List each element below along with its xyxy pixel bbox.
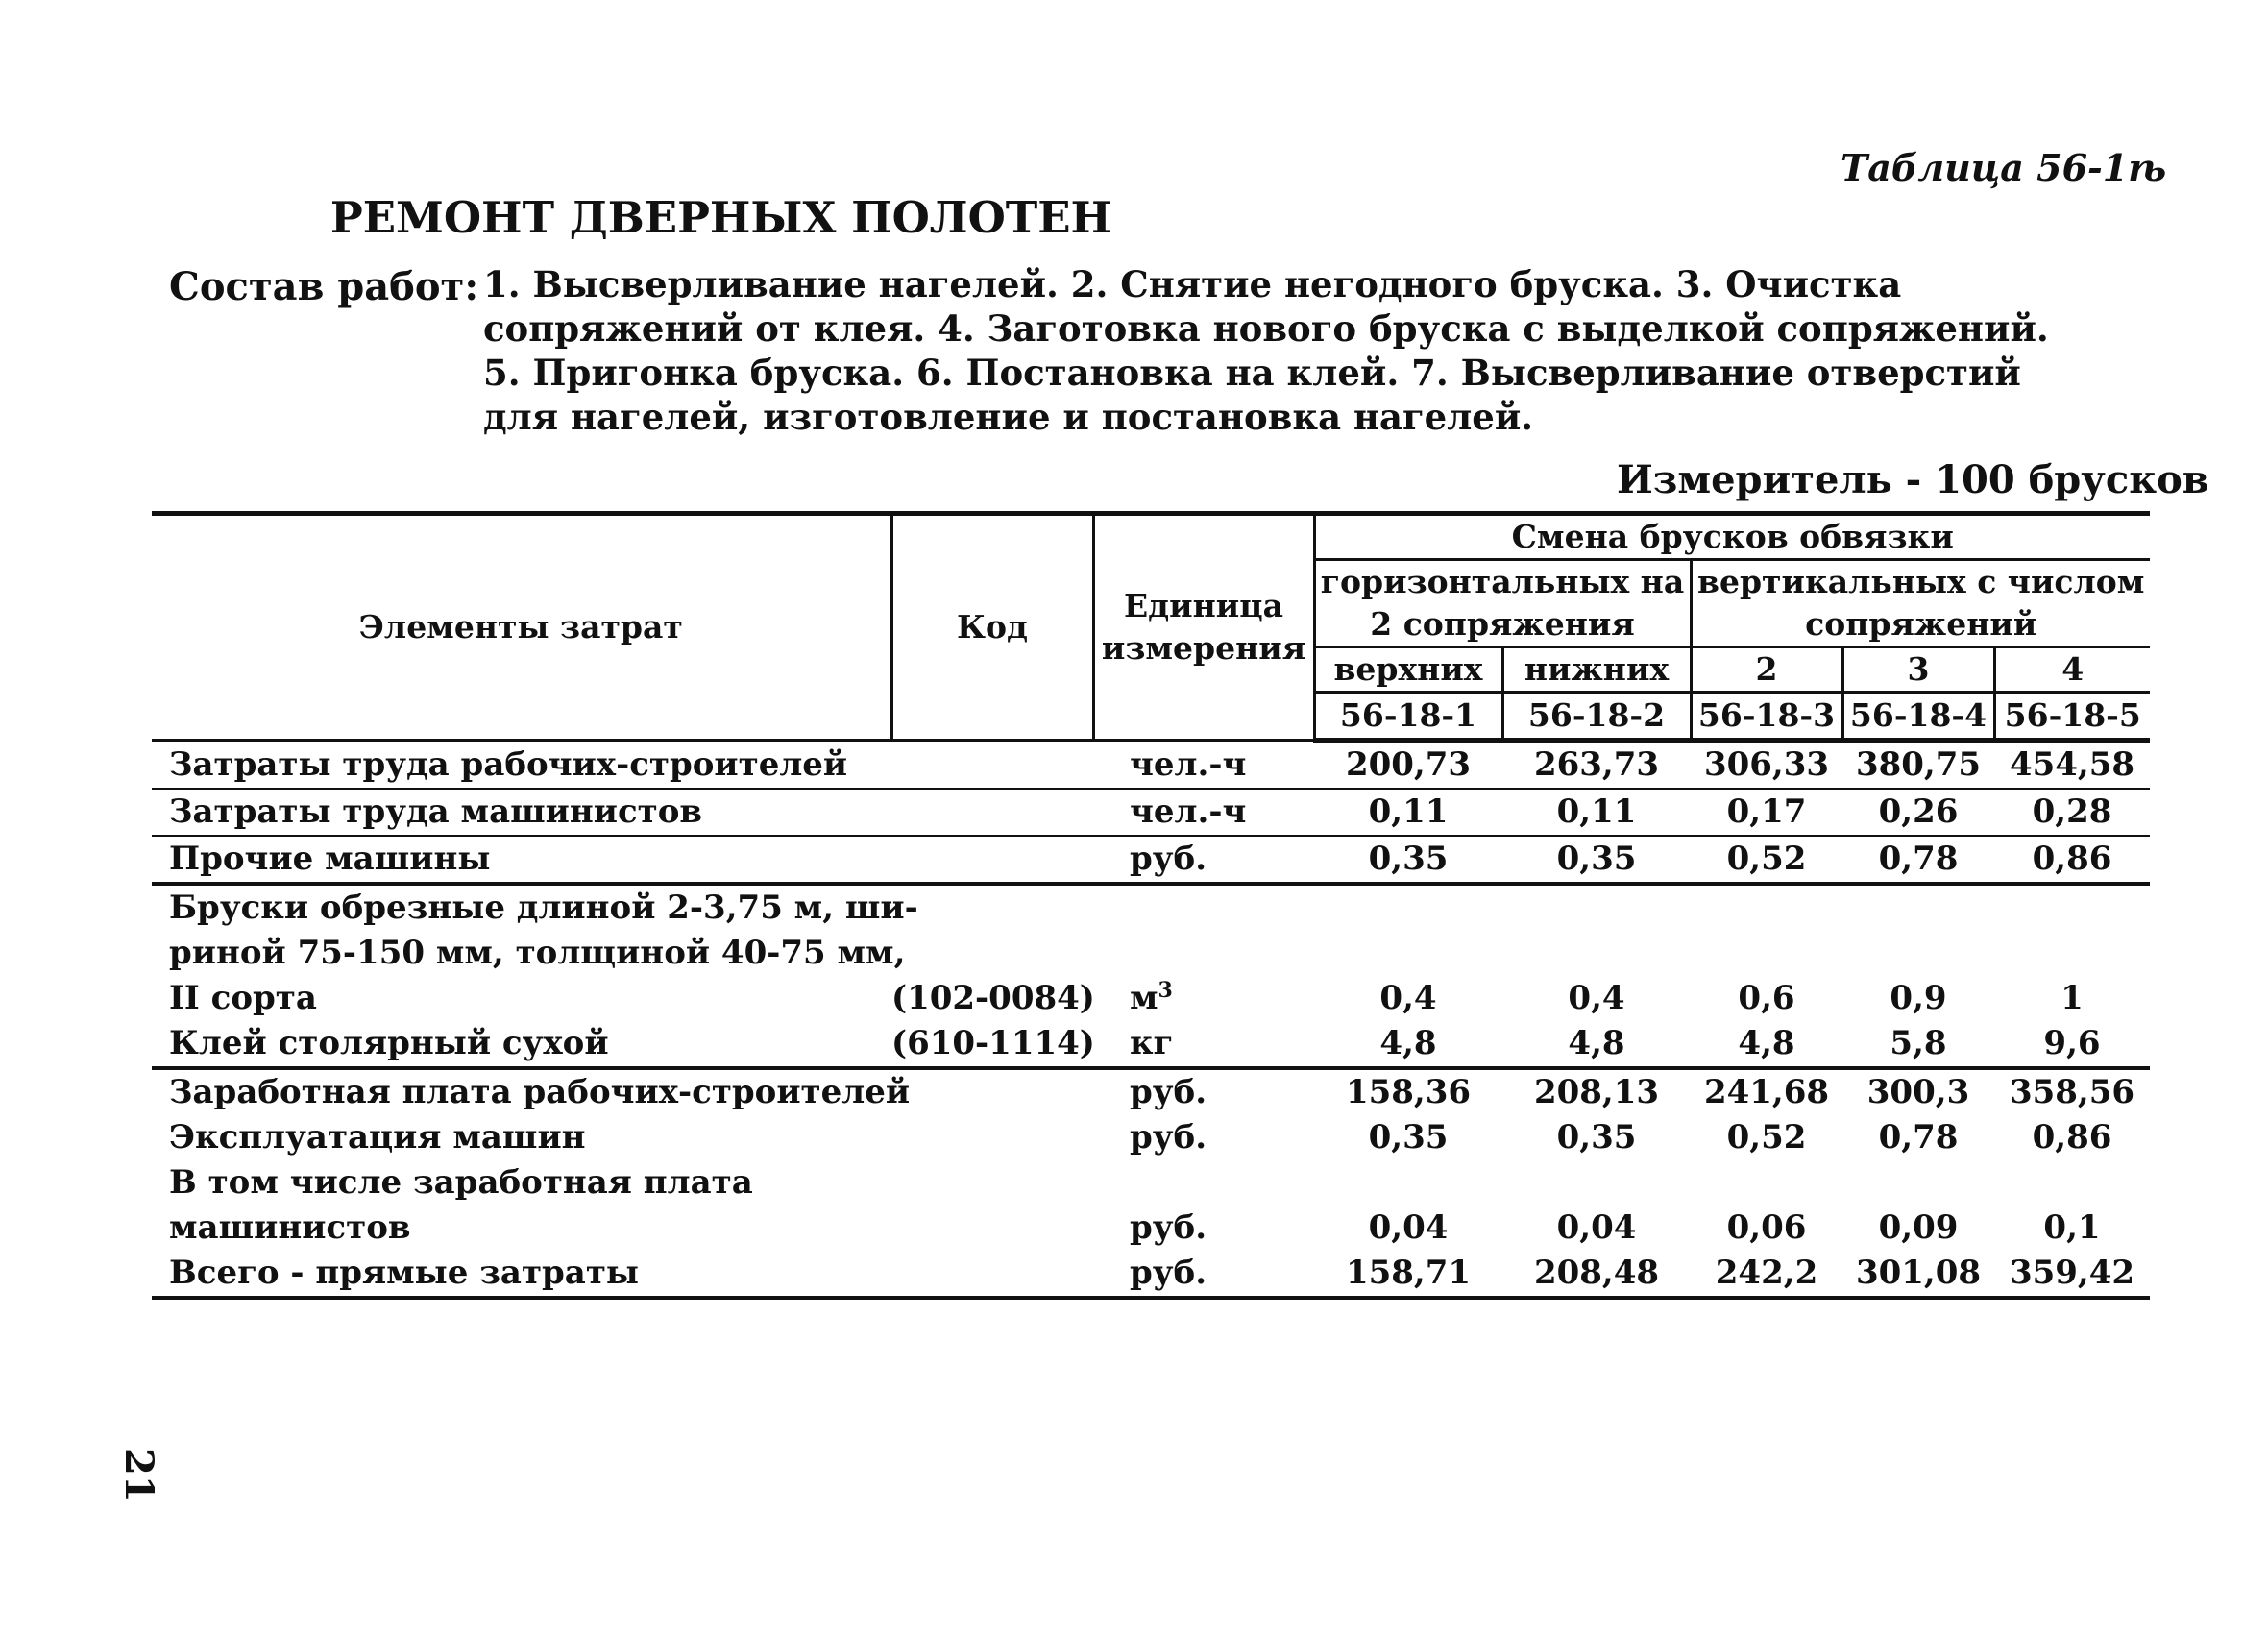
row-value: 359,42 [1994, 1251, 2150, 1298]
row-value: 241,68 [1703, 1073, 1830, 1111]
row-value: 306,33 [1691, 741, 1842, 790]
row-value: 0,52 [1726, 1118, 1807, 1157]
header-n3: 3 [1842, 647, 1994, 693]
row-value: 5,8 [1842, 1021, 1994, 1068]
row-name: Затраты труда рабочих-строителей [152, 741, 891, 790]
row-value: 0,4 [1568, 979, 1625, 1017]
row-name: Клей столярный сухой [152, 1021, 891, 1068]
table-header [152, 514, 2150, 741]
row-code [891, 789, 1093, 836]
row-unit: руб. [1130, 1073, 1207, 1111]
table-row [152, 789, 2150, 836]
row-code [891, 1115, 1093, 1160]
table-row [152, 884, 2150, 931]
header-code-3: 56-18-3 [1691, 693, 1842, 741]
scope-of-work-label: Состав работ: [169, 264, 479, 309]
row-value: 0,78 [1878, 1118, 1959, 1157]
row-code [891, 1206, 1093, 1251]
header-bottom: нижних [1502, 647, 1691, 693]
header-code-5: 56-18-5 [1994, 693, 2150, 741]
header-vertical: вертикальных с числом сопряжений [1691, 560, 2150, 647]
table-row [152, 1251, 2150, 1298]
unit-superscript: 3 [1158, 978, 1173, 1003]
cost-norms-table [152, 511, 2150, 1300]
row-value: 208,48 [1502, 1251, 1691, 1298]
scope-of-work-text: 1. Высверливание нагелей. 2. Снятие негодного бруска. 3. Очистка сопряжений от клея. 4. Заготовка нового бруска с выделкой сопряжений. 5. Пригонка бруска. 6. Постановка на клей. 7. Высверливание отверстий для нагелей, изготовление и постановка нагелей. [483, 263, 2049, 438]
row-value: 0,06 [1726, 1208, 1807, 1247]
row-value: 0,35 [1314, 836, 1502, 884]
table-row [152, 741, 2150, 790]
row-unit: кг [1093, 1021, 1314, 1068]
row-code: (610-1114) [891, 1021, 1093, 1068]
header-code-4: 56-18-4 [1842, 693, 1994, 741]
row-code [891, 1251, 1093, 1298]
header-code-1: 56-18-1 [1314, 693, 1502, 741]
row-value: 0,17 [1691, 789, 1842, 836]
row-value: 0,11 [1502, 789, 1691, 836]
header-horizontal: горизонтальных на 2 сопряжения [1314, 560, 1691, 647]
row-value: 4,8 [1314, 1021, 1502, 1068]
row-name-line: II сорта [169, 979, 317, 1017]
table-row [152, 1115, 2150, 1160]
page-number: 21 [116, 1449, 161, 1502]
row-unit [1093, 976, 1314, 1021]
row-unit: руб. [1093, 1251, 1314, 1298]
row-unit: руб. [1130, 1118, 1207, 1157]
row-value: 1 [2061, 979, 2084, 1017]
row-name: Эксплуатация машин [169, 1118, 586, 1157]
row-value: 0,04 [1368, 1208, 1449, 1247]
row-value: 208,13 [1533, 1073, 1660, 1111]
row-value: 263,73 [1502, 741, 1691, 790]
header-code: Код [891, 514, 1093, 741]
row-value: 454,58 [1994, 741, 2150, 790]
row-value: 158,36 [1345, 1073, 1472, 1111]
row-value: 0,78 [1842, 836, 1994, 884]
row-value: 0,35 [1556, 1118, 1637, 1157]
row-value: 0,4 [1379, 979, 1437, 1017]
row-value: 9,6 [1994, 1021, 2150, 1068]
header-elements: Элементы затрат [152, 514, 891, 741]
row-name: Заработная плата рабочих-строителей [169, 1073, 911, 1111]
header-top: верхних [1314, 647, 1502, 693]
row-code [891, 741, 1093, 790]
table-row [152, 836, 2150, 884]
row-value: 242,2 [1691, 1251, 1842, 1298]
table-row [152, 1160, 2150, 1206]
table-row [152, 1206, 2150, 1251]
row-value: 0,9 [1890, 979, 1947, 1017]
table-row [152, 1068, 2150, 1115]
table-row [152, 931, 2150, 976]
row-name-line: В том числе заработная плата [169, 1163, 753, 1202]
row-value: 0,6 [1738, 979, 1795, 1017]
row-name: Всего - прямые затраты [152, 1251, 891, 1298]
row-unit: чел.-ч [1093, 789, 1314, 836]
table-body [152, 741, 2150, 1299]
row-value: 200,73 [1314, 741, 1502, 790]
row-value: 0,04 [1556, 1208, 1637, 1247]
document-title: РЕМОНТ ДВЕРНЫХ ПОЛОТЕН [329, 192, 1112, 243]
header-group: Смена брусков обвязки [1314, 514, 2150, 560]
row-value: 0,26 [1842, 789, 1994, 836]
header-unit: Единица измерения [1093, 514, 1314, 741]
header-n2: 2 [1691, 647, 1842, 693]
row-value: 0,86 [2032, 1118, 2112, 1157]
row-unit: руб. [1093, 836, 1314, 884]
row-unit: чел.-ч [1093, 741, 1314, 790]
row-value: 0,28 [1994, 789, 2150, 836]
row-value: 300,3 [1866, 1073, 1970, 1111]
row-code: (102-0084) [891, 979, 1095, 1017]
row-code [891, 836, 1093, 884]
row-name: Прочие машины [152, 836, 891, 884]
row-value: 0,86 [1994, 836, 2150, 884]
row-name: Затраты труда машинистов [152, 789, 891, 836]
row-value: 0,09 [1878, 1208, 1959, 1247]
row-value: 380,75 [1842, 741, 1994, 790]
row-value: 301,08 [1842, 1251, 1994, 1298]
row-name-line: Бруски обрезные длиной 2-3,75 м, ши- [169, 889, 918, 927]
row-name-line: машинистов [169, 1208, 411, 1247]
header-n4: 4 [1994, 647, 2150, 693]
row-value: 4,8 [1502, 1021, 1691, 1068]
row-code [891, 1068, 1093, 1115]
measure-unit-note: Измеритель - 100 брусков [1617, 457, 2209, 502]
row-value: 0,11 [1314, 789, 1502, 836]
row-value: 0,35 [1368, 1118, 1449, 1157]
row-value: 4,8 [1691, 1021, 1842, 1068]
row-unit: руб. [1130, 1208, 1207, 1247]
row-name-line: риной 75-150 мм, толщиной 40-75 мм, [169, 934, 906, 972]
row-value: 0,52 [1691, 836, 1842, 884]
table-reference: Таблица 56-1ѣ [1841, 146, 2167, 189]
row-value: 0,1 [2043, 1208, 2101, 1247]
row-value: 0,35 [1502, 836, 1691, 884]
unit-text: м [1130, 979, 1158, 1017]
row-value: 358,56 [2009, 1073, 2135, 1111]
table-row [152, 1021, 2150, 1068]
header-code-2: 56-18-2 [1502, 693, 1691, 741]
table-row [152, 976, 2150, 1021]
row-value: 158,71 [1314, 1251, 1502, 1298]
